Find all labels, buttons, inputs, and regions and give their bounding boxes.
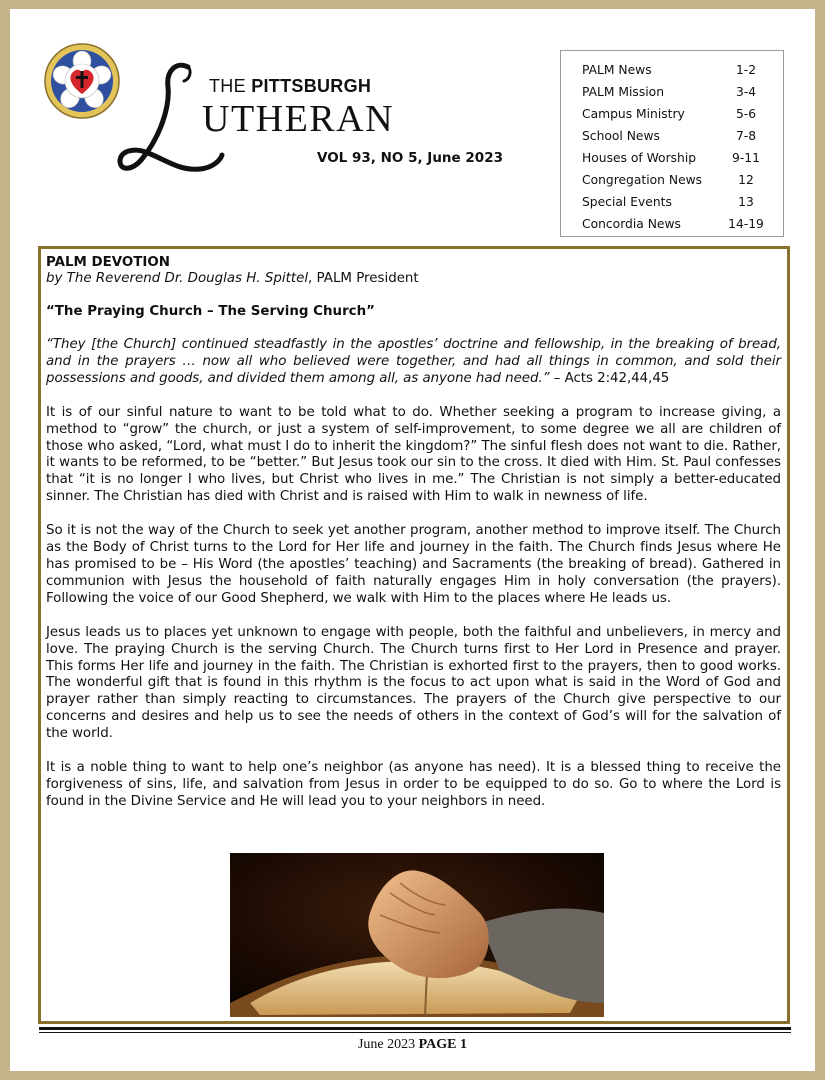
toc-pages: 1-2: [735, 63, 757, 77]
toc-label: School News: [582, 129, 660, 143]
toc-pages: 13: [738, 195, 754, 209]
article-paragraph: So it is not the way of the Church to seek yet another program, another method to improve itself. The Church as the Body of Christ turns to the Lord for Her life and journey in the faith. The Church finds Jesus where He has promised to be – His Word (the apostles’ teaching) and Sacraments (the breaking of bread). Gathered in communion with Jesus the household of faith naturally engages Him in holy conversation (the prayers). Following the voice of our Good Shepherd, we walk with Him to the places where He leads us.: [46, 523, 781, 606]
masthead-the-pittsburgh: THE PITTSBURGH: [209, 76, 372, 96]
toc-row: [582, 213, 783, 235]
article-paragraph: It is of our sinful nature to want to be told what to do. Whether seeking a program to increase giving, a method to “grow” the church, or just a system of self-improvement, to some degree we all are children of those who asked, “Lord, what must I do to inherit the kingdom?” The sinful flesh does not want to die. Rather, it wants to be reformed, to be “better.” But Jesus took our sin to the cross. It died with Him. St. Paul confesses that “it is no longer I who lives, but Christ who lives in me.” The Christian is not simply a better-educated sinner. The Christian has died with Christ and is raised with Him to walk in newness of life.: [46, 404, 781, 505]
table-of-contents: [560, 50, 784, 237]
toc-row: [582, 191, 783, 213]
toc-pages: 12: [738, 173, 754, 187]
palm-devotion-article: [38, 246, 790, 1024]
article-byline: by The Reverend Dr. Douglas H. Spittel, PALM President: [46, 271, 419, 286]
toc-row: [582, 81, 783, 103]
toc-label: Special Events: [582, 195, 672, 209]
footer-rule-thin: [39, 1032, 791, 1033]
article-heading: PALM DEVOTION: [46, 255, 170, 270]
toc-label: PALM Mission: [582, 85, 664, 99]
toc-row: [582, 147, 783, 169]
toc-row: [582, 103, 783, 125]
toc-label: Congregation News: [582, 173, 703, 187]
scripture-quote: “They [the Church] continued steadfastly in the apostles’ doctrine and fellowship, in the breaking of bread, and in the prayers … now all who believed were together, and had all things in common, and sold their possessions and goods, and divided them among all, as anyone had need.” – Acts 2:42,44,45: [46, 337, 781, 386]
toc-pages: 9-11: [732, 151, 760, 165]
article-paragraph: Jesus leads us to places yet unknown to engage with people, both the faithful and unbelievers, in mercy and love. The praying Church is the serving Church. The Church turns first to Her Lord in Presence and prayer. This forms Her life and journey in the faith. The Christian is exhorted first to the prayers, then to good works. The wonderful gift that is found in this rhythm is the focus to act upon what is said in the Word of God and prayer rather than simply reacting to circumstances. The prayers of the Church give perspective to our concerns and desires and help us to see the needs of others in the context of God’s will for the salvation of the world.: [46, 624, 781, 742]
article-paragraph: It is a noble thing to want to help one’s neighbor (as anyone has need). It is a blessed thing to receive the forgiveness of sins, life, and salvation from Jesus in order to be equipped to do so. Go to where the Lord is found in the Divine Service and He will lead you to your neighbors in need.: [46, 760, 781, 809]
toc-pages: 14-19: [728, 217, 764, 231]
toc-pages: 3-4: [735, 85, 757, 99]
toc-row: [582, 169, 783, 191]
footer-rule-thick: [39, 1027, 791, 1030]
page-footer: June 2023 PAGE 1: [357, 1037, 468, 1052]
newsletter-page: [10, 9, 815, 1071]
toc-row: [582, 59, 783, 81]
toc-row: [582, 125, 783, 147]
masthead-lutheran: UTHERAN: [202, 98, 395, 140]
luther-rose-seal-icon: [44, 43, 120, 119]
toc-label: Campus Ministry: [582, 107, 685, 121]
toc-label: Concordia News: [582, 217, 681, 231]
toc-label: Houses of Worship: [582, 151, 697, 165]
toc-pages: 7-8: [735, 129, 757, 143]
toc-label: PALM News: [582, 63, 652, 77]
volume-issue: VOL 93, NO 5, June 2023: [317, 150, 503, 166]
article-title: “The Praying Church – The Serving Church”: [46, 304, 375, 319]
praying-hands-on-bible-image: [230, 853, 604, 1017]
toc-pages: 5-6: [735, 107, 757, 121]
